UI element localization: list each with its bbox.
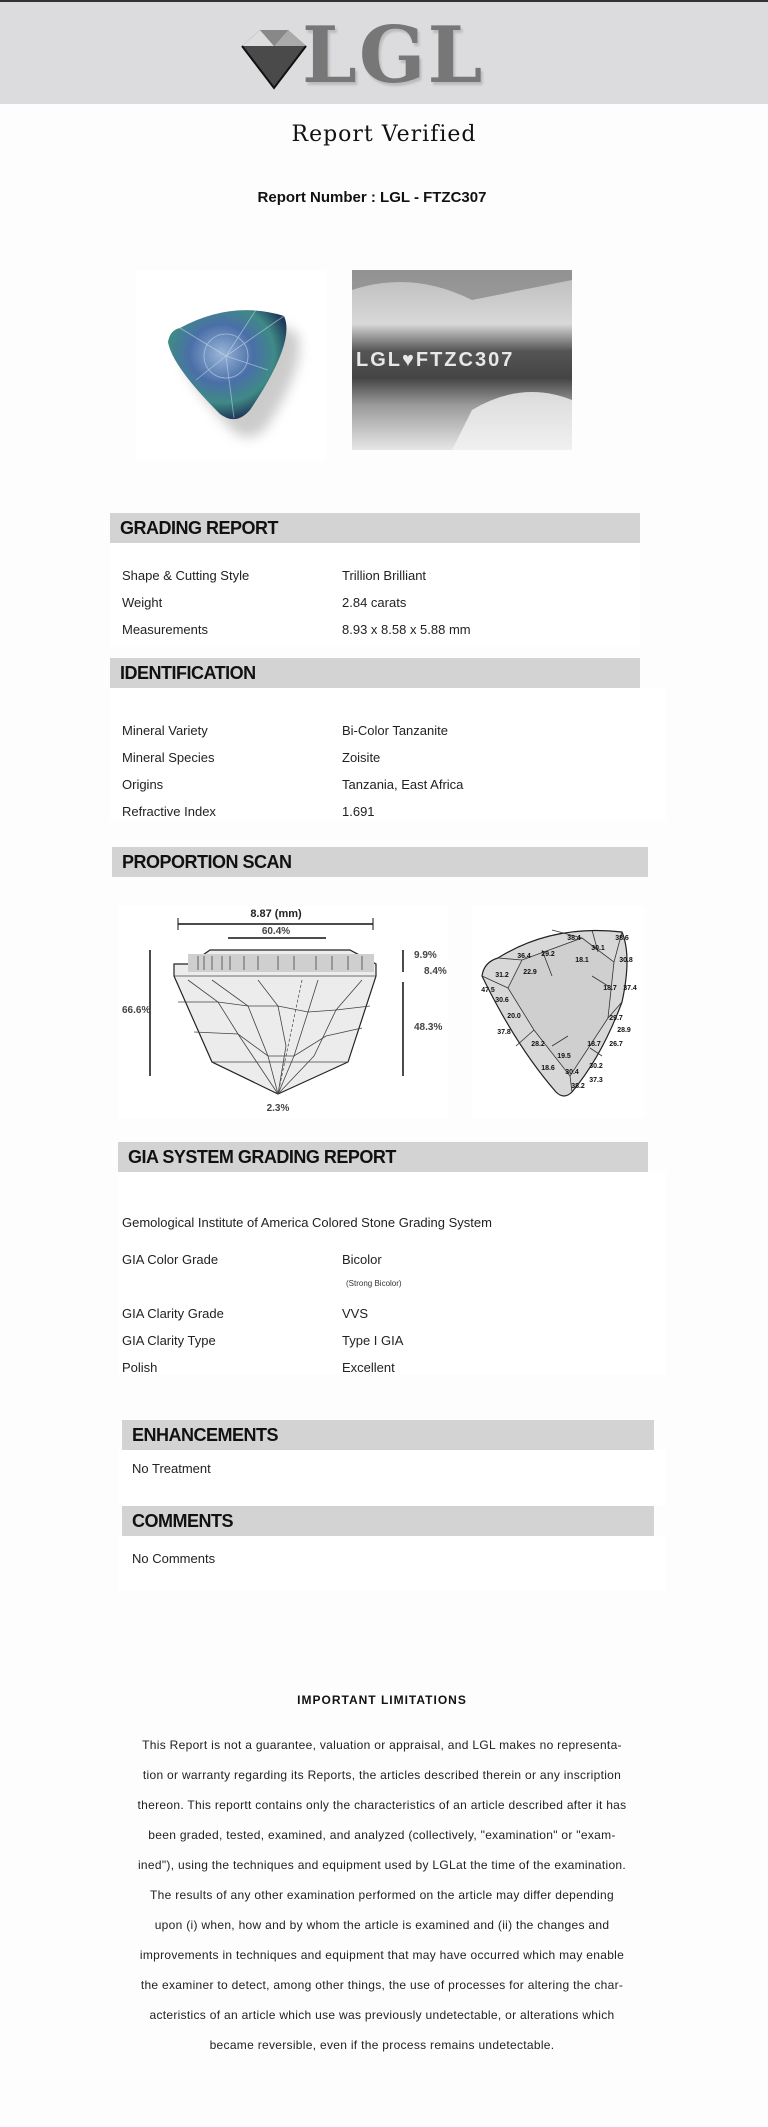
facet-value: 37.8 (497, 1029, 511, 1036)
facet-value: 38.6 (615, 935, 629, 942)
row-value: VVS (342, 1306, 369, 1321)
proportion-scan-header: PROPORTION SCAN (112, 847, 648, 877)
facet-value: 38.4 (567, 935, 581, 942)
facet-value: 19.5 (557, 1053, 571, 1060)
facet-value: 38.2 (571, 1083, 585, 1090)
logo-text: LGL (302, 10, 485, 101)
row-label: GIA Clarity Type (122, 1333, 216, 1348)
lgl-logo[interactable] (232, 10, 492, 101)
limitations-line: thereon. This reportt contains only the characteristics of an article described after it has (137, 1798, 627, 1812)
page-title: Report Verified (291, 122, 477, 147)
facet-value: 30.6 (495, 997, 509, 1004)
limitations-line: The results of any other examination performed on the article may differ depending (150, 1888, 614, 1902)
limitations-line: been graded, tested, examined, and analyzed (collectively, "examination" or "exam- (148, 1828, 616, 1842)
culet-label: 2.3% (266, 1103, 290, 1114)
inscription-photo (352, 270, 572, 450)
row-label: Mineral Variety (122, 723, 208, 738)
facet-value: 29.7 (609, 1015, 623, 1022)
enhancements-text: No Treatment (132, 1461, 211, 1476)
identification-header: IDENTIFICATION (110, 658, 640, 688)
comments-text: No Comments (132, 1551, 216, 1566)
limitations-line: tion or warranty regarding its Reports, the articles described therein or any inscription (142, 1768, 622, 1782)
row-value: Bi-Color Tanzanite (342, 723, 448, 738)
facet-value: 36.4 (517, 953, 531, 960)
header-banner (0, 2, 768, 104)
facet-value: 30.2 (589, 1063, 603, 1070)
limitations-line: the examiner to detect, among other things, the use of processes for altering the char- (140, 1978, 624, 1992)
grading-report-header: GRADING REPORT (110, 513, 640, 543)
comments-header: COMMENTS (122, 1506, 654, 1536)
limitations-line: improvements in techniques and equipment that may have occurred which may enable (139, 1948, 625, 1962)
row-label: Origins (122, 777, 164, 792)
limitations-line: ined"), using the techniques and equipment used by LGLat the time of the examination. (137, 1858, 627, 1872)
facet-value: 18.6 (541, 1065, 555, 1072)
facet-value: 28.9 (617, 1027, 631, 1034)
row-value: 1.691 (342, 804, 375, 819)
limitations-line: became reversible, even if the process remains undetectable. (209, 2038, 555, 2052)
row-label: Measurements (122, 622, 208, 637)
row-value: Type I GIA (342, 1333, 404, 1348)
facet-value: 20.0 (507, 1013, 521, 1020)
facet-value: 37.4 (623, 985, 637, 992)
row-value: Trillion Brilliant (342, 568, 427, 583)
row-label: Weight (122, 595, 163, 610)
row-value: Tanzania, East Africa (342, 777, 464, 792)
limitations-line: This Report is not a guarantee, valuation or appraisal, and LGL makes no representa- (142, 1738, 622, 1752)
facet-value: 31.2 (495, 972, 509, 979)
facet-value: 30.4 (565, 1069, 579, 1076)
limitations-line: upon (i) when, how and by whom the article is examined and (ii) the changes and (154, 1918, 610, 1932)
facet-value: 18.1 (575, 957, 589, 964)
color-grade-note: (Strong Bicolor) (346, 1279, 402, 1288)
row-value: 2.84 carats (342, 595, 407, 610)
gia-header: GIA SYSTEM GRADING REPORT (118, 1142, 648, 1172)
enhancements-panel (118, 1450, 666, 1506)
facet-value: 29.2 (541, 951, 555, 958)
limitations-line: acteristics of an article which use was previously undetectable, or alterations which (149, 2008, 615, 2022)
row-label: GIA Color Grade (122, 1252, 219, 1267)
facet-value: 30.8 (619, 957, 633, 964)
facet-value: 18.7 (587, 1041, 601, 1048)
facet-value: 37.3 (589, 1077, 603, 1084)
top-view-diagram (472, 906, 644, 1118)
facet-value: 22.9 (523, 969, 537, 976)
table-label: 60.4% (261, 926, 291, 937)
row-label: Shape & Cutting Style (122, 568, 250, 583)
facet-value: 28.2 (531, 1041, 545, 1048)
profile-diagram (118, 906, 448, 1118)
facet-value: 47.5 (481, 987, 495, 994)
row-label: Refractive Index (122, 804, 216, 819)
row-value: Bicolor (342, 1252, 382, 1267)
row-value: 8.93 x 8.58 x 5.88 mm (342, 622, 471, 637)
facet-value: 26.7 (609, 1041, 623, 1048)
crown-label-1: 9.9% (414, 950, 437, 961)
enhancements-header: ENHANCEMENTS (122, 1420, 654, 1450)
row-label: GIA Clarity Grade (122, 1306, 224, 1321)
inscription-text: LGL♥FTZC307 (356, 349, 515, 371)
pavilion-label: 48.3% (414, 1022, 443, 1033)
crown-label-2: 8.4% (424, 966, 447, 977)
row-label: Polish (122, 1360, 158, 1375)
limitations-heading: IMPORTANT LIMITATIONS (297, 1693, 467, 1707)
report-number: Report Number : LGL - FTZC307 (257, 189, 487, 206)
row-value: Excellent (342, 1360, 395, 1375)
row-value: Zoisite (342, 750, 381, 765)
facet-value: 18.7 (603, 985, 617, 992)
gem-photo (136, 270, 326, 460)
row-label: Mineral Species (122, 750, 215, 765)
diamond-icon (232, 24, 312, 94)
depth-label: 66.6% (122, 1005, 151, 1016)
width-label: 8.87 (mm) (250, 908, 302, 920)
gia-system-name: Gemological Institute of America Colored Stone Grading System (122, 1215, 492, 1230)
facet-value: 30.1 (591, 945, 605, 952)
